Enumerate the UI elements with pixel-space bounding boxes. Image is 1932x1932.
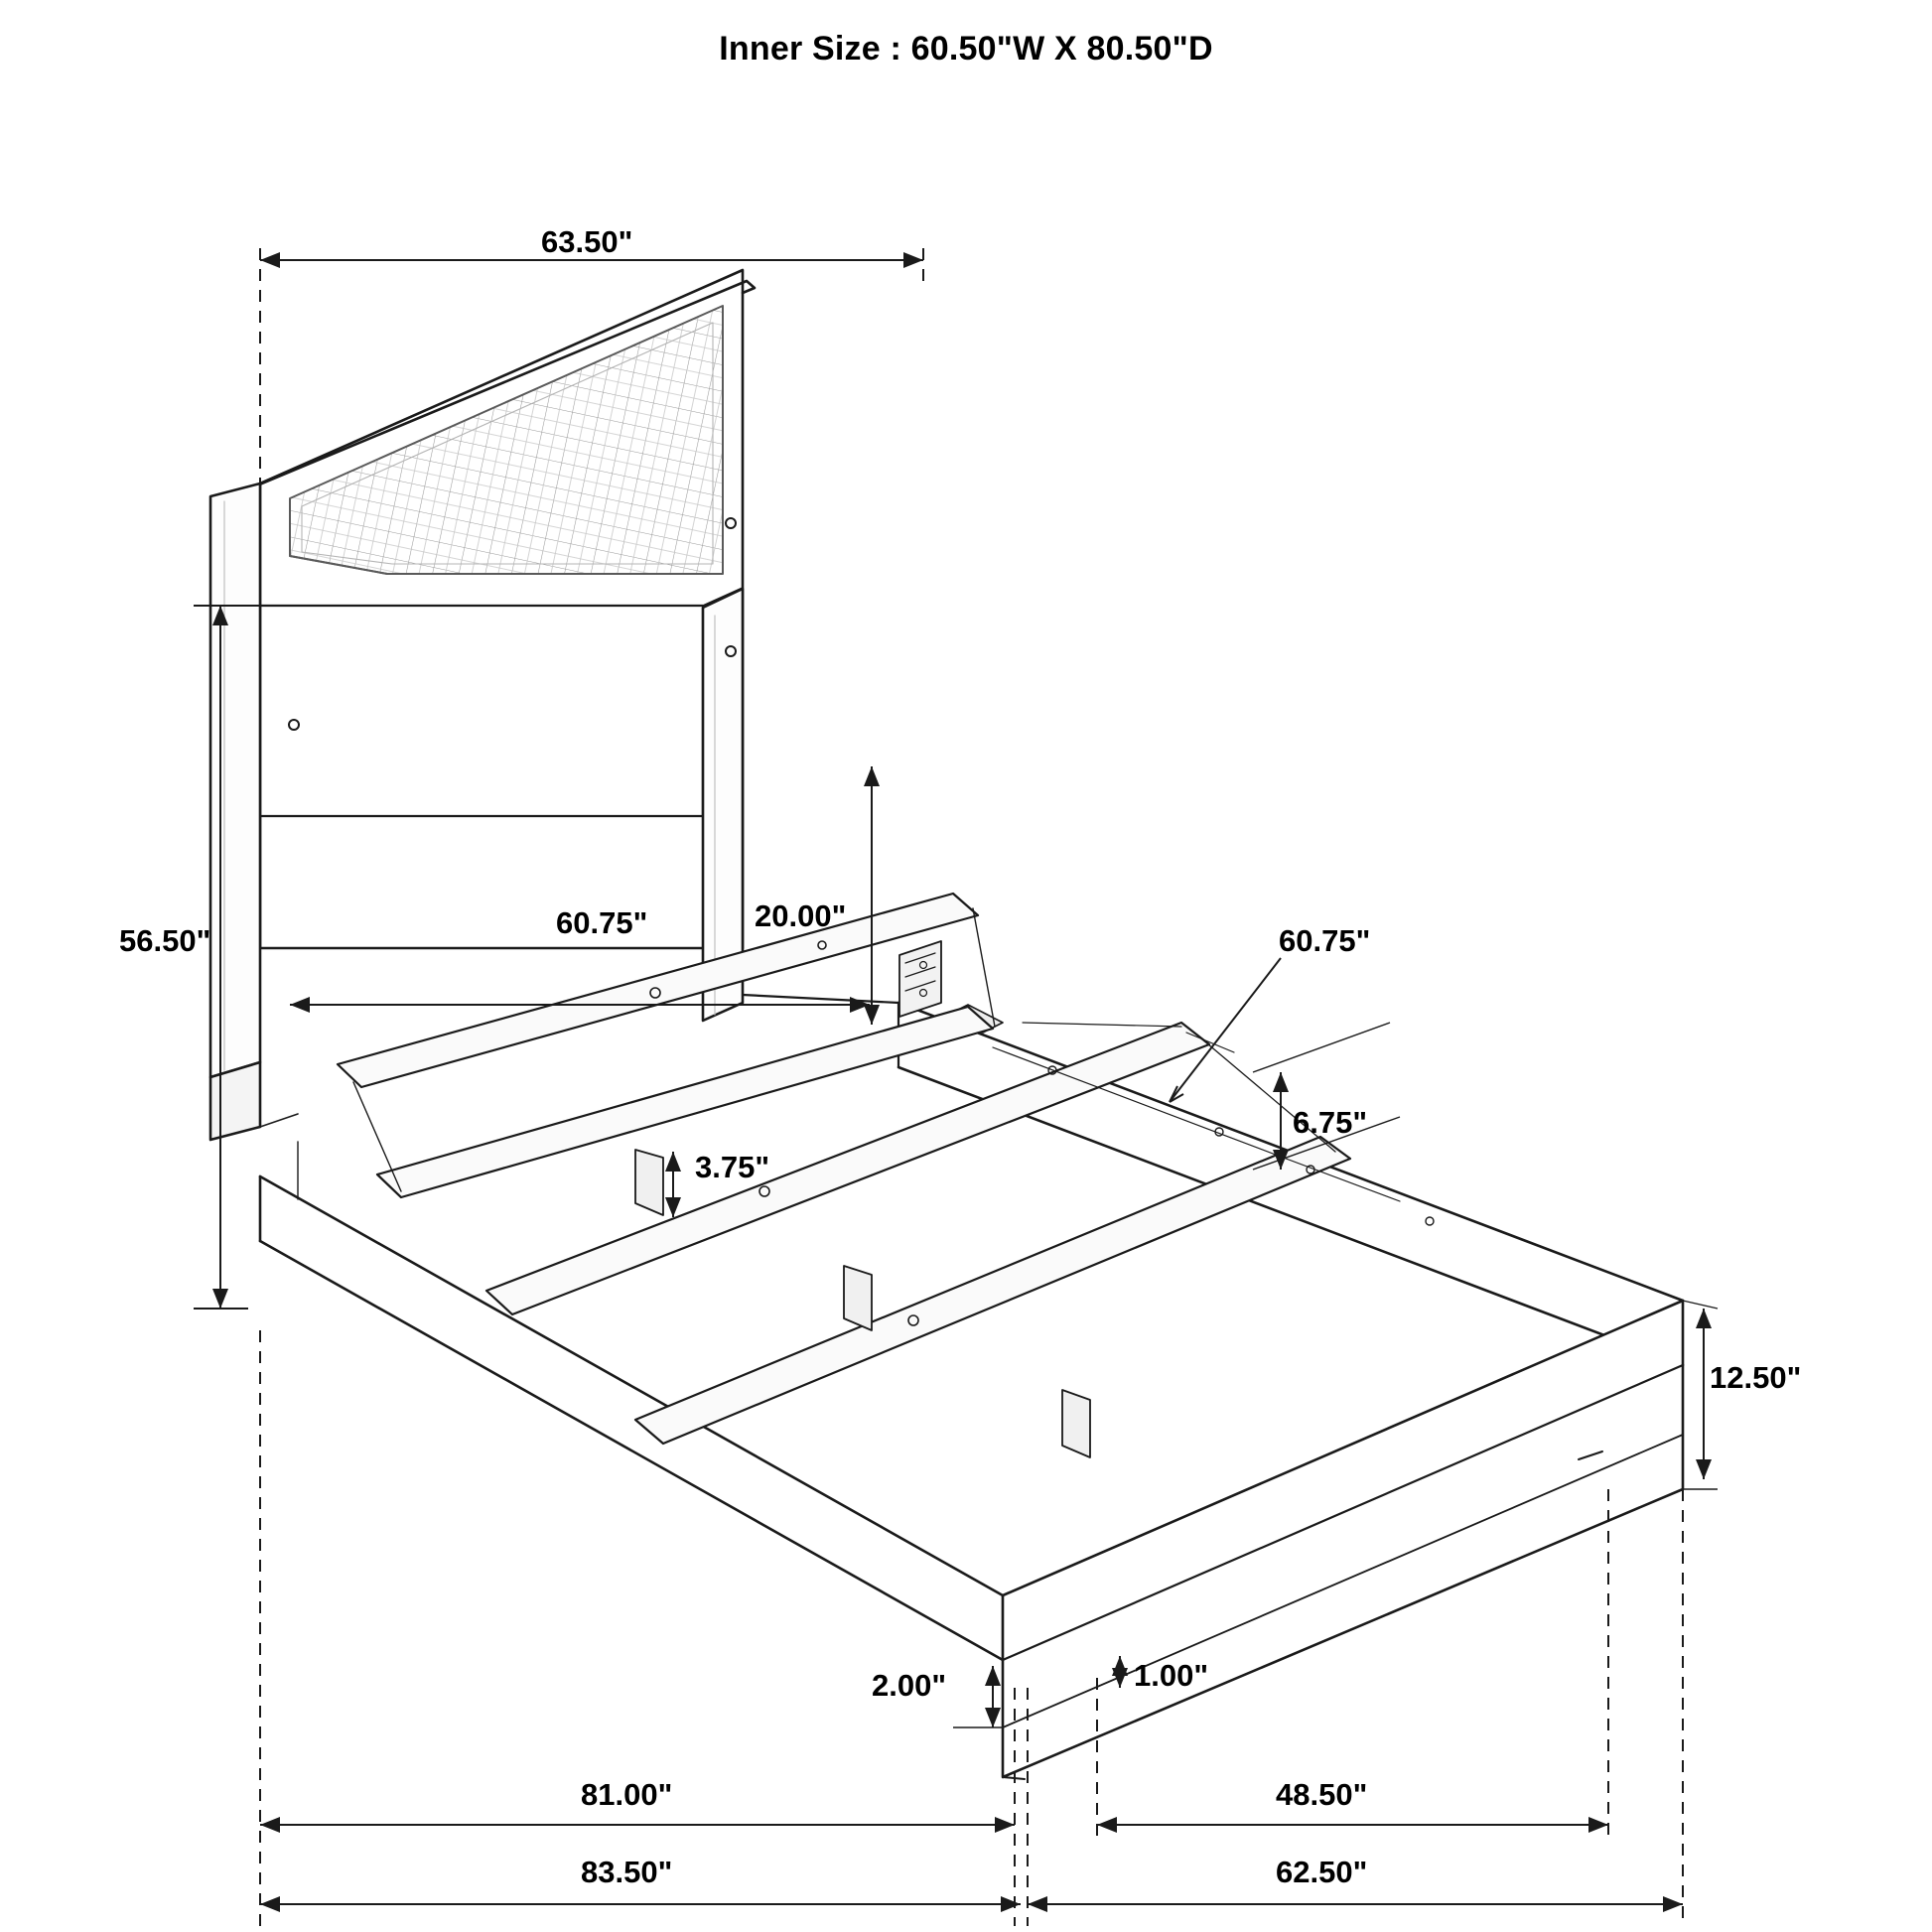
- dimension-slat-support-width: 60.75": [1279, 923, 1371, 958]
- dimension-headboard-panel-height: 20.00": [755, 898, 847, 933]
- dimension-floor-clearance: 2.00": [872, 1668, 947, 1703]
- dimension-overall-width: 62.50": [1276, 1855, 1368, 1889]
- dimension-footboard-inner-width: 48.50": [1276, 1777, 1368, 1812]
- dimension-frame-depth: 81.00": [581, 1777, 673, 1812]
- dimension-overall-height: 56.50": [119, 923, 211, 958]
- dimension-headboard-width: 63.50": [541, 224, 633, 259]
- dimension-footboard-height: 12.50": [1710, 1360, 1802, 1395]
- dimension-center-leg-height: 3.75": [695, 1150, 770, 1184]
- dimension-rail-thickness: 1.00": [1134, 1658, 1209, 1693]
- dimension-headboard-panel-width: 60.75": [556, 905, 648, 940]
- dimension-side-rail-height: 6.75": [1293, 1105, 1368, 1140]
- dimension-overall-depth: 83.50": [581, 1855, 673, 1889]
- diagram-title: Inner Size : 60.50"W X 80.50"D: [719, 30, 1213, 68]
